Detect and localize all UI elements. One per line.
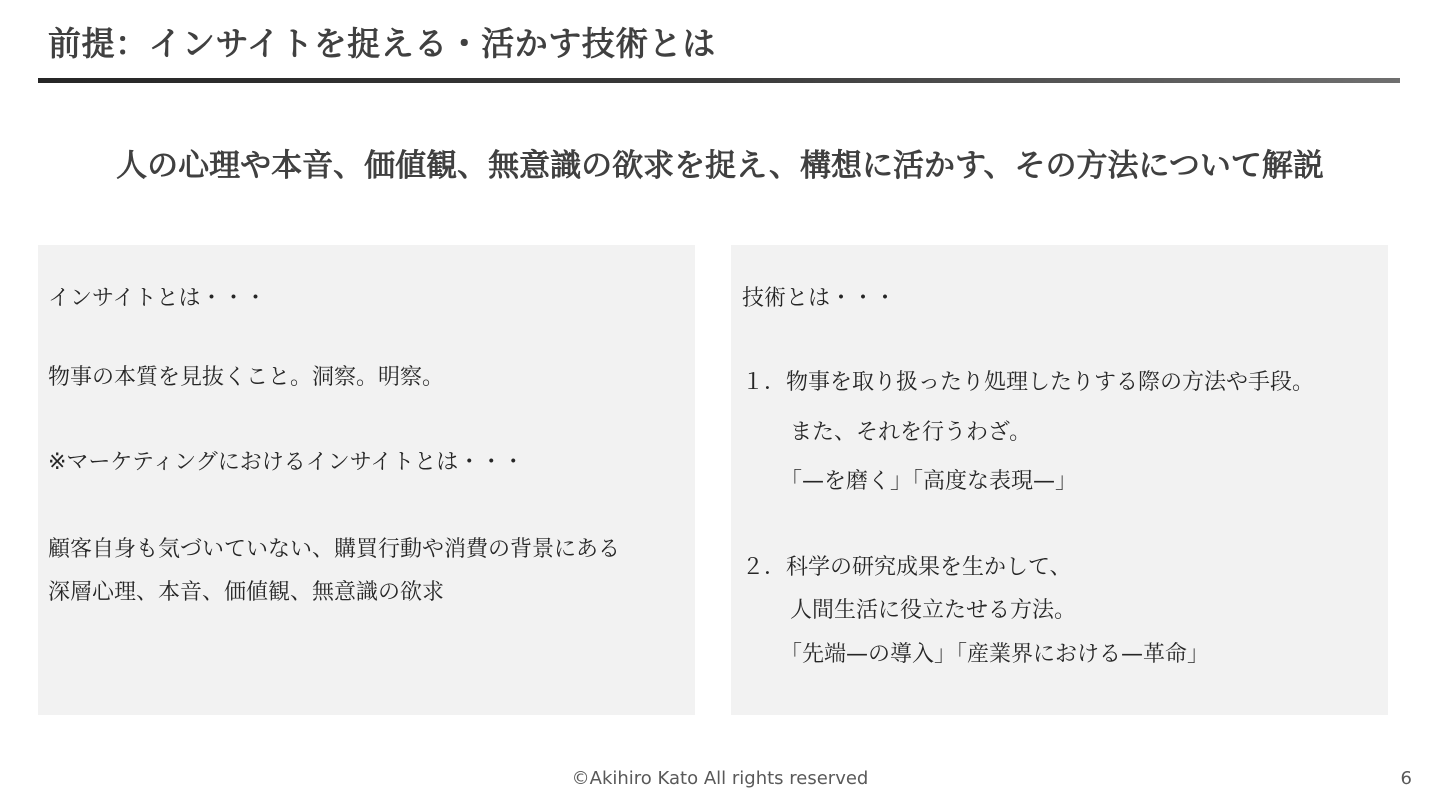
insight-heading: インサイトとは・・・	[48, 286, 267, 311]
slide-title: 前提：インサイトを捉える・活かす技術とは	[48, 24, 716, 63]
technique-item-2-line-1: ２．科学の研究成果を生かして、	[742, 555, 1072, 580]
technique-heading: 技術とは・・・	[742, 286, 897, 311]
technique-item-1-line-1: １．物事を取り扱ったり処理したりする際の方法や手段。	[742, 370, 1315, 395]
slide-subtitle: 人の心理や本音、価値観、無意識の欲求を捉え、構想に活かす、その方法について解説	[116, 148, 1324, 184]
technique-item-2-examples: 「先端—の導入」「産業界における—革命」	[780, 642, 1210, 667]
title-underline	[38, 78, 1400, 83]
page-number: 6	[1400, 768, 1412, 789]
technique-item-1-line-2: また、それを行うわざ。	[790, 420, 1032, 445]
insight-panel	[38, 245, 695, 715]
technique-item-1-examples: 「—を磨く」「高度な表現—」	[780, 469, 1078, 494]
copyright-footer: ©Akihiro Kato All rights reserved	[571, 768, 869, 789]
insight-definition: 物事の本質を見抜くこと。洞察。明察。	[48, 365, 445, 390]
marketing-insight-line-2: 深層心理、本音、価値観、無意識の欲求	[48, 580, 445, 605]
technique-item-2-line-2: 人間生活に役立たせる方法。	[790, 598, 1077, 623]
marketing-insight-heading: ※マーケティングにおけるインサイトとは・・・	[48, 450, 525, 475]
marketing-insight-line-1: 顧客自身も気づいていない、購買行動や消費の背景にある	[48, 537, 621, 562]
